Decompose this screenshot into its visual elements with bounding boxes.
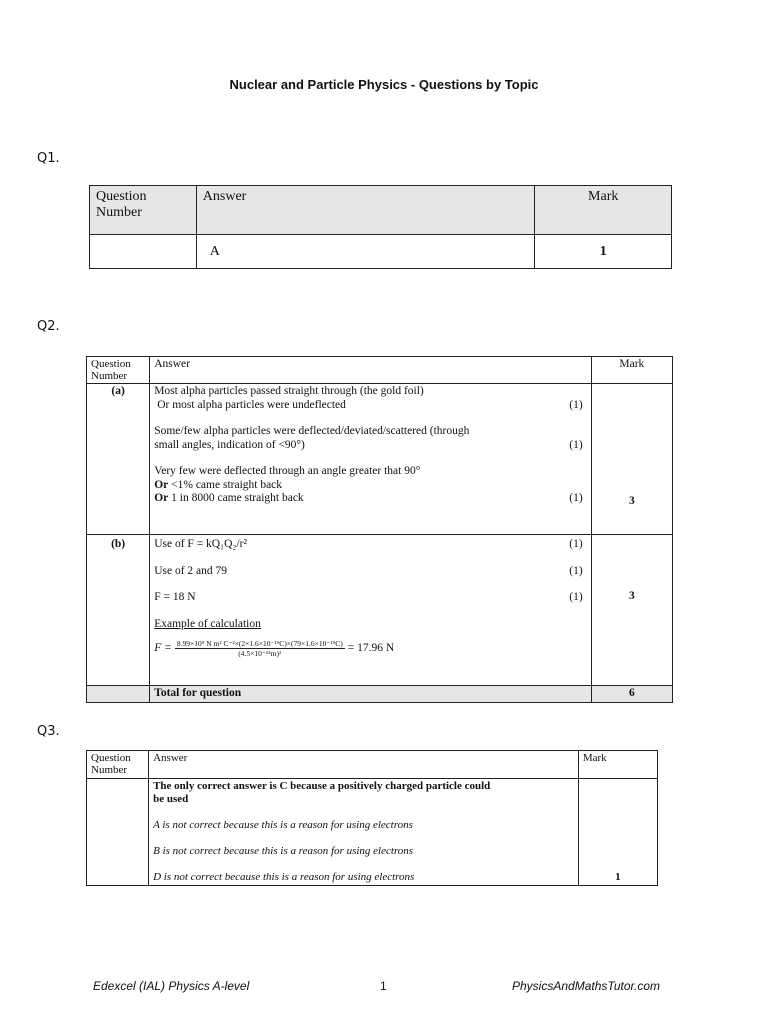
q3-line-1: The only correct answer is C because a positively charged particle could — [153, 780, 491, 792]
q2a-line-1: Most alpha particles passed straight through (the gold foil) — [154, 385, 424, 397]
q2a-line-2: Or most alpha particles were undeflected — [157, 398, 346, 411]
q1-mark: 1 — [535, 235, 672, 269]
q3-mark-table — [86, 750, 658, 886]
q3-line-4: B is not correct because this is a reason for using electrons — [153, 845, 414, 857]
q3-qnum-cell — [87, 779, 149, 886]
q2b-line-1: Use of F = kQ₁Q₂/r² — [154, 538, 247, 550]
q2b-calc-denominator: (4.5×10⁻¹⁴m)² — [238, 649, 282, 658]
q2a-or-1: Or — [154, 478, 169, 491]
q2b-mark-1: (1) — [569, 538, 583, 550]
q2a-total-mark: 3 — [591, 384, 672, 535]
q2b-calc-numerator: 8.99×10⁹ N m² C⁻²×(2×1.6×10⁻¹⁹C)×(79×1.6×10⁻¹⁹C) — [176, 639, 343, 648]
q2a-line-5: Very few were deflected through an angle greater that 90° — [154, 465, 421, 477]
q2b-calc-fraction — [175, 639, 345, 658]
q1-header-question-number: Question Number — [90, 186, 197, 235]
q3-header-mark: Mark — [578, 751, 657, 779]
page-title: Nuclear and Particle Physics - Questions by Topic — [229, 77, 539, 92]
q2b-total-mark: 3 — [591, 535, 672, 686]
q3-header-question-number: Question Number — [87, 751, 149, 779]
question-label-q3: Q3. — [37, 724, 60, 739]
q1-answer: A — [196, 235, 535, 269]
q2-header-question-number: Question Number — [87, 357, 150, 384]
question-label-q2: Q2. — [37, 319, 60, 334]
q1-qnum-cell — [90, 235, 197, 269]
q2a-line-7: 1 in 8000 came straight back — [168, 492, 304, 504]
q3-mark: 1 — [578, 779, 657, 886]
q2-mark-table — [86, 356, 673, 703]
q2b-calc-rhs: = 17.96 N — [347, 641, 395, 654]
q2a-line-6: <1% came straight back — [168, 478, 283, 491]
q2-total-mark: 6 — [591, 686, 672, 703]
q2b-mark-2: (1) — [569, 564, 583, 577]
q2a-line-4: small angles, indication of <90°) — [154, 438, 305, 451]
footer-right: PhysicsAndMathsTutor.com — [512, 979, 661, 993]
q2a-mark-3: (1) — [569, 492, 583, 504]
q1-mark-table — [89, 185, 672, 269]
q3-header-answer: Answer — [149, 751, 579, 779]
q2-part-a-label: (a) — [87, 384, 150, 535]
q3-answer — [149, 779, 579, 886]
q2-total-qnum-cell — [87, 686, 150, 703]
q2-header-mark: Mark — [591, 357, 672, 384]
question-label-q1: Q1. — [37, 151, 60, 166]
q2a-mark-2: (1) — [569, 438, 583, 451]
q2-total-label: Total for question — [150, 686, 592, 703]
footer-page-number: 1 — [380, 979, 387, 993]
footer-left: Edexcel (IAL) Physics A-level — [93, 979, 250, 993]
q2b-example-heading: Example of calculation — [154, 617, 261, 630]
q2a-mark-1: (1) — [569, 398, 583, 411]
q2-part-b-label: (b) — [87, 535, 150, 686]
q1-header-answer: Answer — [196, 186, 535, 235]
q2a-or-2: Or — [154, 492, 169, 504]
q2-part-a-answer — [150, 384, 592, 535]
q2-part-b-answer — [150, 535, 592, 686]
q3-line-3: A is not correct because this is a reason for using electrons — [153, 819, 413, 831]
q2b-line-3: F = 18 N — [154, 591, 196, 603]
q1-header-mark: Mark — [535, 186, 672, 235]
q2b-calculation — [154, 639, 587, 658]
q2b-line-2: Use of 2 and 79 — [154, 564, 228, 577]
q2b-mark-3: (1) — [569, 591, 583, 603]
q2b-calc-lhs: F = — [154, 641, 172, 654]
q3-line-2: be used — [153, 793, 189, 805]
q2-header-answer: Answer — [150, 357, 592, 384]
q2a-line-3: Some/few alpha particles were deflected/deviated/scattered (through — [154, 425, 470, 437]
q3-line-5: D is not correct because this is a reason for using electrons — [153, 871, 415, 883]
